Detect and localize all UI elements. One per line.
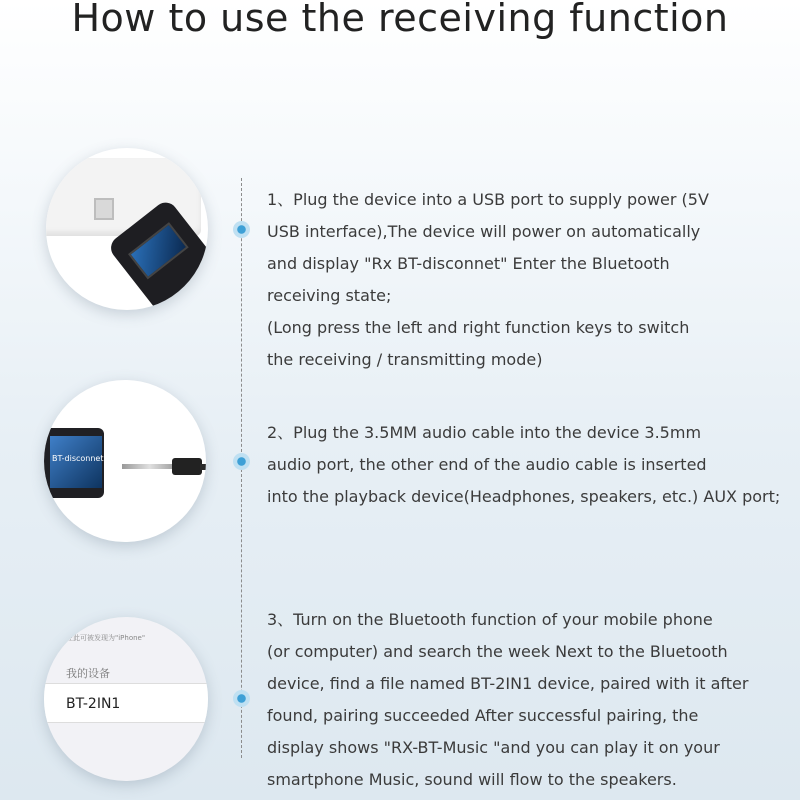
audio-jack-tip	[122, 464, 177, 469]
step-line: (or computer) and search the week Next to the Bluetooth	[267, 642, 728, 661]
step-1-text	[267, 184, 787, 376]
step-line: 2、Plug the 3.5MM audio cable into the device 3.5mm	[267, 423, 702, 442]
timeline-dot-3	[233, 690, 250, 707]
page-title: How to use the receiving function	[71, 0, 729, 40]
step-line: found, pairing succeeded After successful pairing, the	[267, 706, 699, 725]
phone-hint: 在此可被发现为"iPhone"	[66, 634, 146, 642]
step-line: smartphone Music, sound will flow to the speakers.	[267, 770, 677, 789]
phone-device-name: BT-2IN1	[66, 696, 121, 712]
step-line: receiving state;	[267, 286, 392, 305]
usb-device-image	[46, 148, 208, 310]
step-line: device, find a file named BT-2IN1 device, paired with it after	[267, 674, 749, 693]
step-line: 1、Plug the device into a USB port to supply power (5V	[267, 190, 709, 209]
phone-device-row	[44, 683, 208, 723]
step-line: into the playback device(Headphones, speakers, etc.) AUX port;	[267, 487, 781, 506]
dongle-screen	[128, 222, 189, 279]
audio-jack-body	[172, 458, 202, 475]
audio-cable-image	[44, 380, 206, 542]
usb-port	[94, 198, 114, 220]
step-2-text	[267, 417, 787, 513]
timeline-dot-1	[233, 221, 250, 238]
device-screen	[50, 436, 102, 488]
step-line: the receiving / transmitting mode)	[267, 350, 543, 369]
phone-section-label: 我的设备	[66, 667, 110, 680]
device-screen-text: BT-disconnet	[52, 454, 104, 463]
phone-bluetooth-image	[44, 617, 208, 781]
timeline-dot-2	[233, 453, 250, 470]
step-line: and display "Rx BT-disconnet" Enter the Bluetooth	[267, 254, 670, 273]
step-line: 3、Turn on the Bluetooth function of your mobile phone	[267, 610, 713, 629]
step-3-text	[267, 604, 787, 796]
audio-cable	[200, 464, 206, 470]
device-body	[44, 428, 104, 498]
step-line: USB interface),The device will power on automatically	[267, 222, 701, 241]
step-line: display shows "RX-BT-Music "and you can play it on your	[267, 738, 720, 757]
step-line: (Long press the left and right function keys to switch	[267, 318, 690, 337]
step-line: audio port, the other end of the audio cable is inserted	[267, 455, 707, 474]
